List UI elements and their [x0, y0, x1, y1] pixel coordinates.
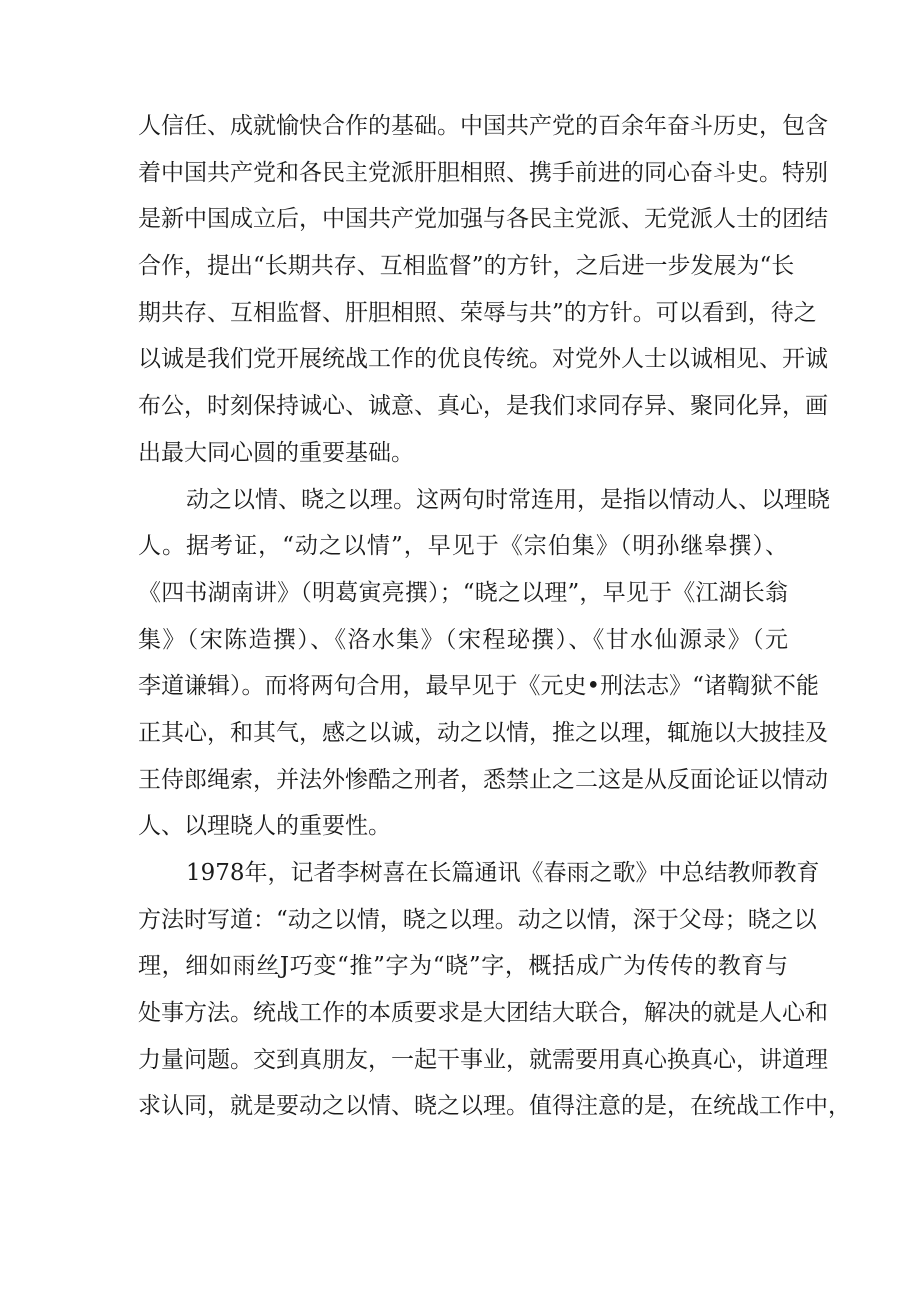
text-line: 正其心，和其气，感之以诚，动之以情，推之以理，辄施以大披挂及	[138, 719, 828, 746]
text-line: 以诚是我们党开展统战工作的优良传统。对党外人士以诚相见、开诚	[138, 346, 828, 373]
text-line: 1978年，记者李树喜在长篇通讯《春雨之歌》中总结教师教育	[186, 860, 820, 886]
text-line: 集》（宋陈造撰）、《洛水集》（宋程珌撰）、《甘水仙源录》（元	[138, 626, 788, 653]
text-line: 布公，时刻保持诚心、诚意、真心，是我们求同存异、聚同化异，画	[138, 393, 828, 420]
text-line: 是新中国成立后，中国共产党加强与各民主党派、无党派人士的团结	[138, 206, 828, 233]
text-line: 动之以情、晓之以理。这两句时常连用，是指以情动人、以理晓	[186, 486, 830, 513]
text-line: 处事方法。统战工作的本质要求是大团结大联合，解决的就是人心和	[138, 1000, 828, 1027]
text-line: 人信任、成就愉快合作的基础。中国共产党的百余年奋斗历史，包含	[138, 113, 828, 139]
paragraph-3	[138, 850, 851, 1130]
text-line: 理，细如雨丝J巧变“推”字为“晓”字，概括成广为传传的教育与	[138, 953, 788, 980]
text-line: 着中国共产党和各民主党派肝胆相照、携手前进的同心奋斗史。特别	[138, 159, 828, 186]
text-line: 出最大同心圆的重要基础。	[138, 439, 414, 466]
body-text	[138, 103, 851, 1130]
text-line: 力量问题。交到真朋友，一起干事业，就需要用真心换真心，讲道理	[138, 1046, 828, 1073]
text-line: 方法时写道：“动之以情，晓之以理。动之以情，深于父母；晓之以	[138, 906, 817, 933]
text-line: 李道谦辑）。而将两句合用，最早见于《元史•刑法志》“诸鞫狱不能	[138, 673, 819, 700]
text-line: 求认同，就是要动之以情、晓之以理。值得注意的是，在统战工作中，	[138, 1093, 851, 1120]
text-line: 人。据考证，“动之以情”，早见于《宗伯集》（明孙继皋撰）、	[138, 533, 788, 560]
text-line: 《四书湖南讲》（明葛寅亮撰）；“晓之以理”，早见于《江湖长翁	[138, 579, 788, 606]
text-line: 合作，提出“长期共存、互相监督”的方针，之后进一步发展为“长	[138, 253, 795, 280]
text-line: 期共存、互相监督、肝胆相照、荣辱与共”的方针。可以看到，待之	[138, 299, 817, 326]
text-line: 人、以理晓人的重要性。	[138, 813, 391, 840]
paragraph-2	[138, 477, 830, 851]
text-line: 王侍郎绳索，并法外惨酷之刑者，悉禁止之二这是从反面论证以情动	[138, 766, 828, 793]
paragraph-1	[138, 103, 828, 477]
